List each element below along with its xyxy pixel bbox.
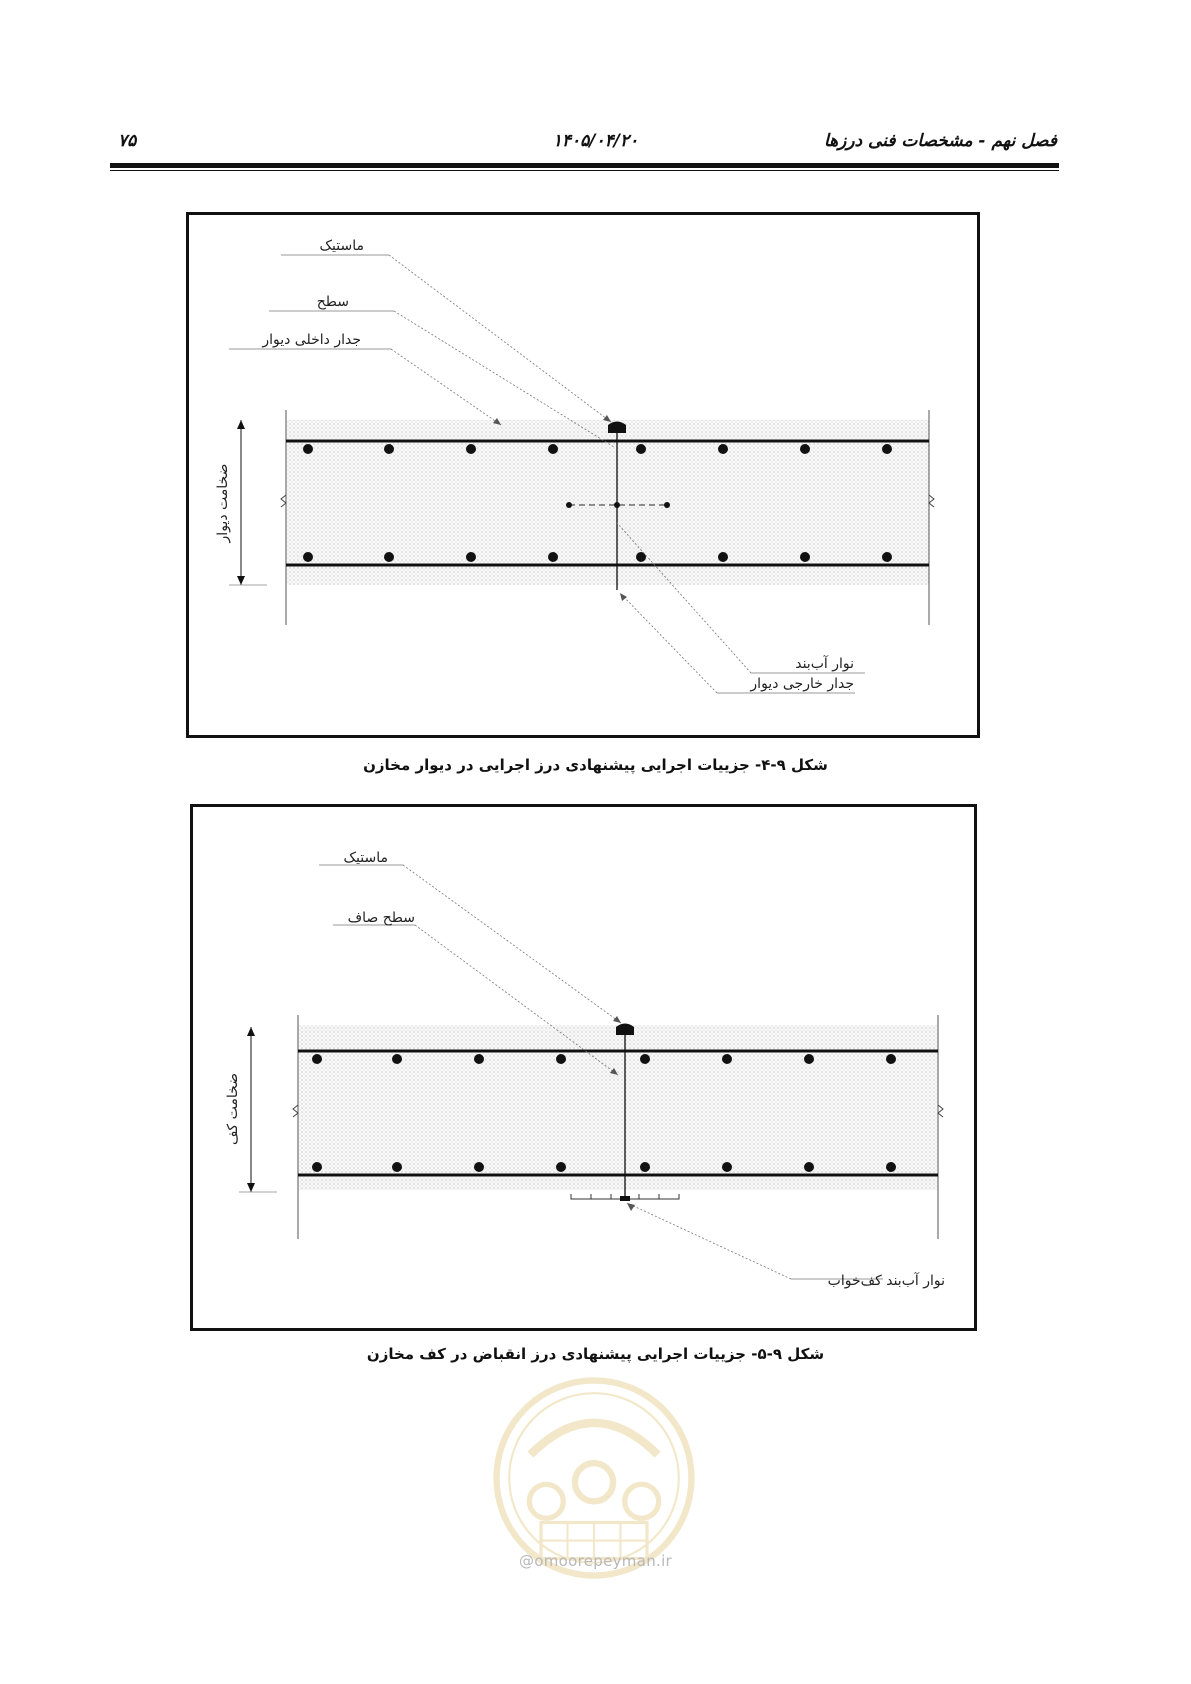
rebar-dot [800, 552, 810, 562]
figure-2-caption: شکل ۹-۵- جزییات اجرایی پیشنهادی درز انقباض در کف مخازن [366, 1345, 825, 1363]
break-mark-left [281, 495, 286, 507]
label-outer-wall: جدار خارجی دیوار [750, 676, 854, 692]
header-date: ۱۴۰۵/۰۴/۲۰ [552, 131, 639, 151]
label-inner-wall: جدار داخلی دیوار [262, 332, 361, 348]
waterstop-center-bulb [614, 502, 620, 508]
rebar-dot [466, 552, 476, 562]
label-wall-thickness: ضخامت دیوار [215, 463, 231, 543]
rebar-dot [556, 1054, 566, 1064]
rebar-dot [474, 1162, 484, 1172]
scale-icon [529, 1484, 563, 1518]
gear-icon [625, 1484, 659, 1518]
rebar-dot [474, 1054, 484, 1064]
page-number: ۷۵ [118, 131, 137, 151]
break-mark-right [938, 1105, 943, 1117]
rebar-dot [640, 1162, 650, 1172]
rebar-dot [548, 552, 558, 562]
waterstop-bulb-right [664, 502, 670, 508]
rebar-dot [882, 552, 892, 562]
gear-icon [575, 1463, 613, 1501]
rebar-dot [722, 1054, 732, 1064]
rebar-dot [384, 552, 394, 562]
figure-1-caption: شکل ۹-۴- جزییات اجرایی پیشنهادی درز اجرایی در دیوار مخازن [363, 756, 828, 774]
rebar-dot [636, 444, 646, 454]
rebar-dot [312, 1162, 322, 1172]
rebar-dot [303, 444, 313, 454]
rebar-dot [886, 1054, 896, 1064]
figure-floor-joint [190, 804, 977, 1331]
logo-calligraphy [530, 1423, 657, 1455]
rebar-dot [800, 444, 810, 454]
floor-waterstop-leader [627, 1203, 791, 1279]
label-floor-thickness: ضخامت کف [225, 1072, 241, 1146]
floor-joint-drawing [193, 807, 974, 1328]
label-smooth-surface: سطح صاف [347, 910, 415, 926]
chapter-title: فصل نهم - مشخصات فنی درزها [823, 131, 1057, 151]
rebar-dot [392, 1054, 402, 1064]
rebar-dot [303, 552, 313, 562]
rebar-dot [886, 1162, 896, 1172]
mastic-leader [403, 865, 621, 1023]
inner-wall-leader [391, 349, 501, 425]
floor-waterstop-center [620, 1196, 630, 1201]
rebar-dot [556, 1162, 566, 1172]
rebar-dot [392, 1162, 402, 1172]
label-surface: سطح [316, 294, 349, 310]
label-waterstop: نوار آب‌بند [795, 656, 854, 672]
header-rule-thin [110, 170, 1059, 171]
header-rule-thick [110, 163, 1059, 168]
rebar-dot [640, 1054, 650, 1064]
rebar-dot [718, 552, 728, 562]
dimension-arrow-bottom [247, 1183, 255, 1192]
wall-joint-drawing [189, 215, 977, 735]
dimension-arrow-top [247, 1027, 255, 1036]
rebar-dot [882, 444, 892, 454]
rebar-dot [548, 444, 558, 454]
rebar-dot [384, 444, 394, 454]
mastic-seal [616, 1024, 634, 1036]
mastic-leader [389, 255, 611, 422]
rebar-dot [804, 1162, 814, 1172]
label-mastic: ماستیک [319, 238, 364, 254]
rebar-dot [722, 1162, 732, 1172]
rebar-dot [804, 1054, 814, 1064]
break-mark-right [929, 495, 934, 507]
mastic-seal [608, 422, 626, 434]
dimension-arrow-top [237, 420, 245, 429]
outer-wall-leader [620, 593, 717, 693]
label-mastic: ماستیک [343, 850, 388, 866]
waterstop-bulb-left [566, 502, 572, 508]
watermark-site: @omoorepeyman.ir [518, 1552, 673, 1570]
dimension-arrow-bottom [237, 576, 245, 585]
break-mark-left [293, 1105, 298, 1117]
rebar-dot [718, 444, 728, 454]
figure-wall-joint [186, 212, 980, 738]
wall-concrete-section [286, 420, 929, 585]
label-floor-waterstop: نوار آب‌بند کف‌خواب [827, 1273, 945, 1289]
rebar-dot [312, 1054, 322, 1064]
rebar-dot [466, 444, 476, 454]
